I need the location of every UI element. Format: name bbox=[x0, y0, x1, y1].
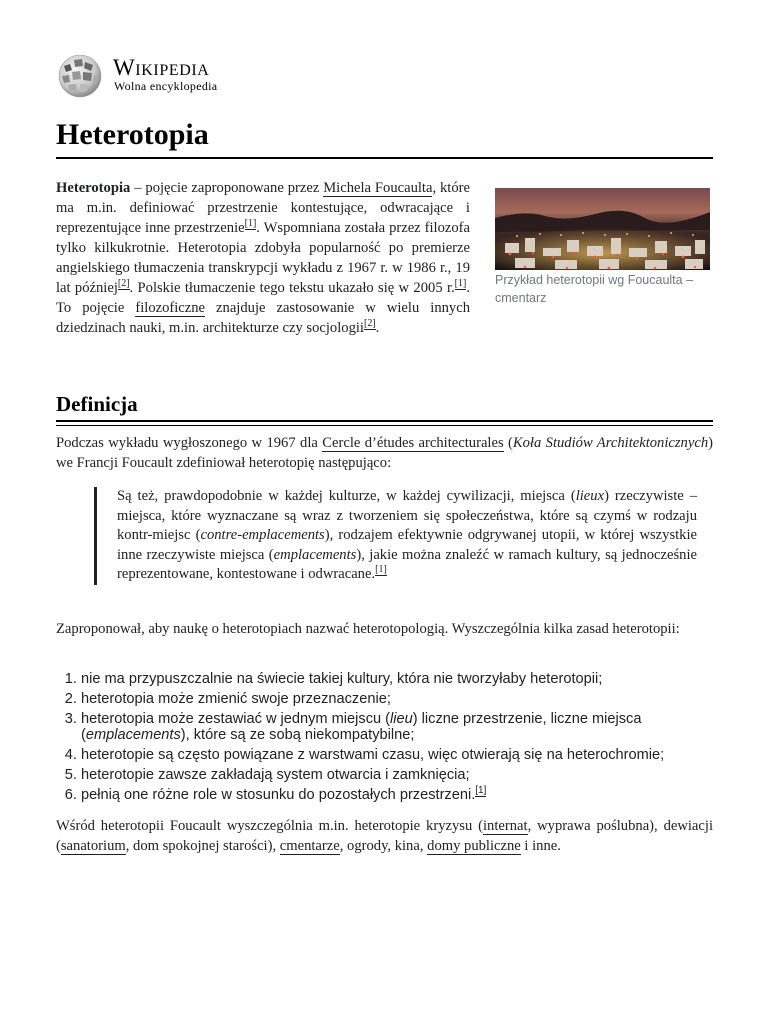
list-text: heterotopia może zestawiać w jednym miejscu ( bbox=[81, 710, 391, 727]
figure-cemetery bbox=[495, 188, 710, 307]
quote-italic: emplacements bbox=[273, 546, 357, 563]
list-italic: lieu bbox=[390, 710, 413, 727]
wordmark[interactable]: Wikipedia bbox=[113, 55, 210, 80]
body-text: Wśród heterotopii Foucault wyszczególnia m.in. heterotopie kryzysu ( bbox=[56, 818, 483, 834]
link-filozoficzne[interactable]: filozoficzne bbox=[135, 300, 206, 316]
intro-text: – pojęcie zaproponowane przez bbox=[130, 180, 324, 196]
body-text: , dom spokojnej starości), bbox=[125, 838, 280, 854]
ref-link[interactable]: [2] bbox=[363, 318, 376, 329]
quote-italic: lieux bbox=[575, 488, 605, 504]
cemetery-photo[interactable] bbox=[495, 188, 710, 270]
body-text: ( bbox=[503, 435, 513, 451]
definicja-paragraph-2: Zaproponował, aby naukę o heterotopiach nazwać heterotopologią. Wyszczególnia kilka zasad heterotopii: bbox=[56, 621, 680, 637]
reference-marker bbox=[245, 218, 257, 230]
principles-list bbox=[56, 671, 713, 807]
quote-text bbox=[117, 487, 697, 585]
list-item bbox=[81, 784, 713, 804]
link-domy-publiczne[interactable]: domy publiczne bbox=[427, 838, 521, 854]
wikipedia-globe-icon[interactable] bbox=[56, 54, 104, 98]
quote-part: ), rodzajem efektywnie odgrywanej utopii, w której wszystkie inne rzeczywiste miejsca ( bbox=[117, 527, 698, 563]
reference-marker bbox=[118, 278, 130, 290]
list-item: 5. heterotopie zawsze zakładają system otwarcia i zamknięcia; bbox=[81, 767, 713, 784]
list-italic: emplacements bbox=[85, 727, 181, 744]
title-underline bbox=[56, 157, 713, 159]
section-heading-definicja: Definicja bbox=[56, 392, 138, 416]
ref-link[interactable]: [1] bbox=[375, 564, 387, 576]
body-text: ) we Francji Foucault zdefiniował heterotopię następująco: bbox=[56, 435, 713, 471]
ref-link[interactable]: [1] bbox=[475, 784, 487, 796]
intro-paragraph bbox=[56, 178, 470, 338]
quote-italic: contre-emplacements bbox=[200, 527, 325, 544]
list-item: 1. nie ma przypuszczalnie na świecie takiej kultury, która nie tworzyłaby heterotopii; bbox=[81, 671, 713, 688]
reference-marker bbox=[375, 564, 387, 576]
list-text: pełnią one różne role w stosunku do pozostałych przestrzeni. bbox=[81, 786, 476, 803]
link-internat[interactable]: internat bbox=[483, 818, 528, 834]
section-underline-thin bbox=[56, 425, 713, 426]
body-text: , ogrody, kina, bbox=[339, 838, 428, 854]
definicja-paragraph-1 bbox=[56, 433, 713, 473]
link-cmentarze[interactable]: cmentarze bbox=[279, 838, 340, 854]
list-item bbox=[81, 711, 713, 744]
bold-term: Heterotopia bbox=[56, 180, 131, 196]
section-underline bbox=[56, 420, 713, 422]
site-header bbox=[56, 54, 356, 100]
link-cercle-etudes[interactable]: Cercle d’études architecturales bbox=[322, 435, 504, 451]
intro-text: , które ma m.in. definiować przestrzenie kontestujące, odwracające i reprezentujące inne przestrzenie bbox=[56, 180, 470, 236]
list-text: ), które są ze sobą niekompatybilne; bbox=[180, 727, 415, 744]
definicja-paragraph-3 bbox=[56, 816, 713, 856]
body-text: , wyprawa poślubna), dewiacji ( bbox=[56, 818, 713, 854]
quote-part: Są też, prawdopodobnie w każdej kulturze, w każdej cywilizacji, miejsca ( bbox=[117, 488, 576, 504]
intro-text: . Polskie tłumaczenie tego tekstu ukazało się w 2005 r. bbox=[129, 280, 455, 296]
body-text: Podczas wykładu wygłoszonego w 1967 dla bbox=[56, 435, 323, 451]
body-text: i inne. bbox=[520, 838, 561, 854]
ref-link[interactable]: [1] bbox=[244, 218, 257, 229]
list-item: 4. heterotopie są często powiązane z warstwami czasu, więc otwierają się na heterochromie; bbox=[81, 747, 713, 764]
link-michel-foucault[interactable]: Michela Foucaulta bbox=[323, 180, 433, 196]
list-item: 2. heterotopia może zmienić swoje przeznaczenie; bbox=[81, 691, 713, 708]
tagline: Wolna encyklopedia bbox=[114, 79, 218, 93]
intro-text: . To pojęcie bbox=[56, 280, 470, 316]
page-title: Heterotopia bbox=[56, 118, 209, 151]
reference-marker bbox=[475, 785, 486, 797]
intro-text: . Wspomniana została przez filozofa tylko kilkukrotnie. Heterotopia zdobyła popularność po premierze angielskiego tłumaczenia transkrypcji wykładu z 1967 r. w 1986 r., 19 lat później bbox=[56, 220, 470, 296]
blockquote bbox=[94, 487, 697, 585]
quote-part: ) rzeczywiste – miejsca, które wyznaczane są wraz z tworzeniem się społeczeństwa, które są czymś w rodzaju kontr-miejsc ( bbox=[117, 488, 697, 544]
intro-text: znajduje zastosowanie w wielu innych dziedzinach nauki, m.in. architekturze czy socjologii bbox=[56, 300, 470, 336]
italic-text: Koła Studiów Architektonicznych bbox=[512, 435, 709, 451]
intro-text: . bbox=[375, 320, 380, 336]
ref-link[interactable]: [2] bbox=[117, 278, 130, 289]
list-text: ) liczne przestrzenie, liczne miejsca ( bbox=[81, 710, 642, 744]
ref-link[interactable]: [1] bbox=[454, 278, 467, 289]
reference-marker bbox=[455, 278, 467, 290]
reference-marker bbox=[364, 318, 376, 330]
link-sanatorium[interactable]: sanatorium bbox=[60, 838, 126, 854]
figure-caption: Przykład heterotopii wg Foucaulta – cmentarz bbox=[495, 273, 694, 305]
quote-part: ), jakie można znaleźć w ramach kultury, są jednocześnie reprezentowane, kontestowane i odwracane. bbox=[117, 546, 697, 583]
